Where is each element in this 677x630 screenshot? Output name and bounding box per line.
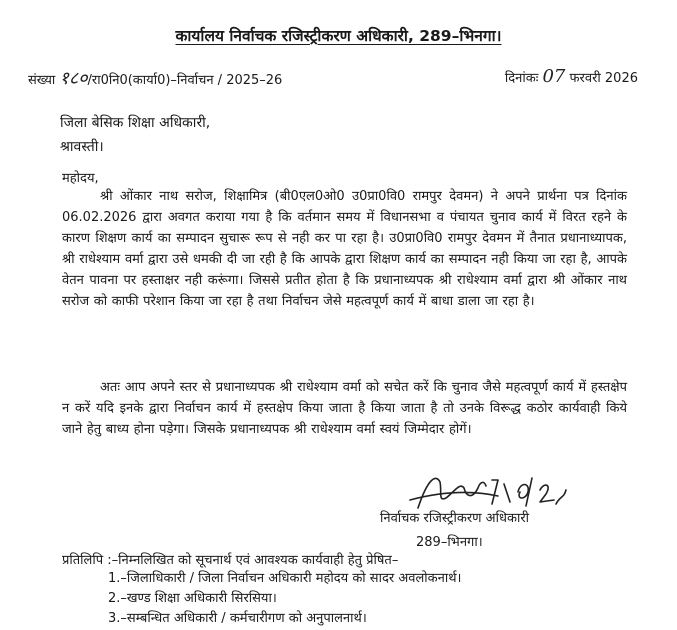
paragraph-text: अतः आप अपने स्तर से प्रधानाध्यपक श्री राधेश्याम वर्मा को सचेत करें कि चुनाव जैसे महत्वपूर्ण कार्य में हस्तक्षेप न करें यदि इनके द्वारा निर्वाचन कार्य में हस्तक्षेप किया जाता है किया जाता है तो उनके विरूद्ध कठोर कार्यवाही किये जाने हेतु बाध्य होना पड़ेगा। जिसके प्रधानाध्यपक श्री राधेश्याम वर्मा स्वयं जिम्मेदार होगें। <box>62 380 627 437</box>
copy-to-item: 2.–खण्ड शिक्षा अधिकारी सिरसिया। <box>108 591 277 606</box>
salutation: महोदय, <box>62 171 99 186</box>
recipient-line-2: श्रावस्ती। <box>60 139 104 155</box>
copy-to-item: 1.–जिलाधिकारी / जिला निर्वाचन अधिकारी महोदय को सादर अवलोकनार्थ। <box>108 571 462 586</box>
paragraph-text: श्री ओंकार नाथ सरोज, शिक्षामित्र (बी0एल0ओ0 उ0प्रा0वि0 रामपुर देवमन) ने अपने प्रार्थना पत्र दिनांक 06.02.2026 द्वारा अवगत कराया गया है कि वर्तमान समय में विधानसभा व पंचायत चुनाव कार्य में विरत रहने के कारण शिक्षण कार्य का सम्पादन सुचारू रूप से नही कर पा रहा है। उ0प्रा0वि0 रामपुर देवमन में तैनात प्रधानाध्यापक, श्री राधेश्याम वर्मा द्वारा उसे धमकी दी जा रही है कि आपके द्वारा शिक्षण कार्य का सम्पादन नही किया जा रहा है, आपके वेतन पावना पर हस्ताक्षर नही करूंगा। जिससे प्रतीत होता है कि प्रधानाध्यपक श्री राधेश्याम वर्मा द्वारा श्री ओंकार नाथ सरोज को काफी परेशान किया जा रहा है तथा निर्वाचन जेसे महत्वपूर्ण कार्य में बाधा डाला जा रहा है। <box>62 189 627 309</box>
body-paragraph-2 <box>62 377 627 440</box>
office-heading: कार्यालय निर्वाचक रजिस्ट्रीकरण अधिकारी, 289–भिनगा। <box>175 27 502 45</box>
reference-number: १८० <box>59 68 88 89</box>
signatory-constituency: 289–भिनगा। <box>416 535 483 550</box>
signature-block <box>380 470 580 550</box>
reference-line <box>28 66 638 90</box>
date-label: दिनांकः <box>504 71 539 86</box>
date-day: 07 <box>542 66 566 87</box>
reference-suffix: /रा0नि0(कार्या0)–निर्वाचन / 2025–26 <box>87 73 283 88</box>
copy-to-intro: प्रतिलिपि :–निम्नलिखित को सूचनार्थ एवं आवश्यक कार्यवाही हेतु प्रेषित– <box>62 553 399 568</box>
reference-prefix: संख्या <box>28 73 56 88</box>
letter-date <box>505 66 638 87</box>
signatory-title: निर्वाचक रजिस्ट्रीकरण अधिकारी <box>380 511 530 526</box>
body-paragraph-1 <box>62 186 627 312</box>
copy-to-item: 3.–सम्बन्धित अधिकारी / कर्मचारीगण को अनुपालनार्थ। <box>108 611 367 626</box>
date-month-year: फरवरी 2026 <box>569 71 638 86</box>
recipient-line-1: जिला बेसिक शिक्षा अधिकारी, <box>60 115 211 131</box>
